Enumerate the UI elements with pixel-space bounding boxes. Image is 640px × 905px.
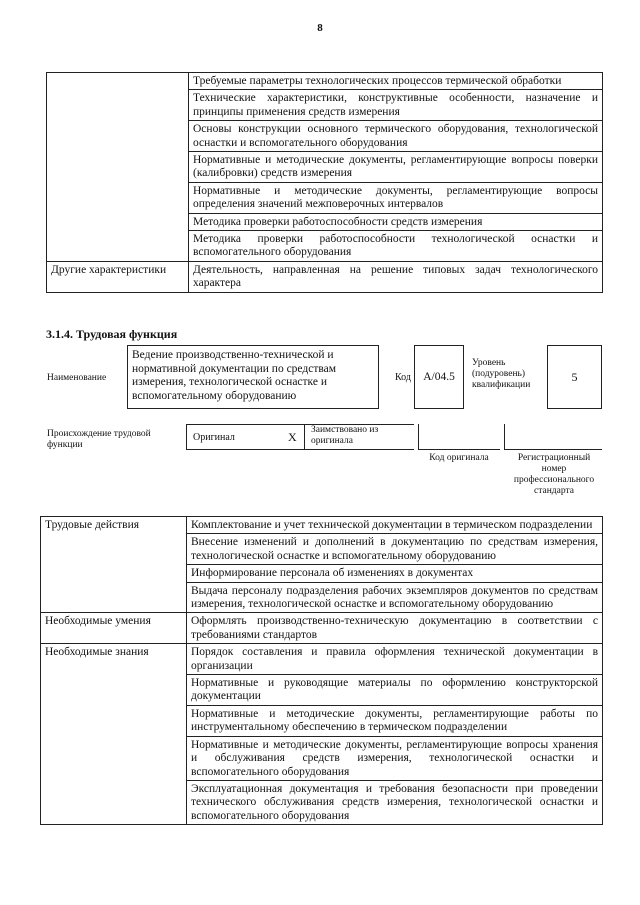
reg-number-cell [504,424,602,450]
table-row [47,73,603,90]
level-label: Уровень (подуровень) квалификации [472,358,531,390]
borrowed-label: Заимствовано из оригинала [311,425,379,446]
table-row [41,613,603,644]
row-text: Нормативные и методические документы, регламентирующие вопросы хранения и обслуживания средств измерения, технологической оснастки и вспомогательного оборудования [187,736,603,780]
row-text: Порядок составления и правила оформления технической документации в организации [187,644,603,675]
row-text: Технические характеристики, конструктивные особенности, назначение и принципы применения средств измерения [189,90,603,121]
row-text: Внесение изменений и дополнений в документацию по средствам измерения, технологической оснастке и вспомогательному оборудованию [187,534,603,565]
function-name-value: Ведение производственно-технической и нормативной документации по средствам измерения, технологической оснастке и вспомогательному оборудованию [127,345,379,409]
row-text: Методика проверки работоспособности технологической оснастки и вспомогательного оборудования [189,231,603,262]
row-text: Эксплуатационная документация и требования безопасности при проведении технического обслуживания средств измерения, технологической оснастки и вспомогательного оборудования [187,780,603,824]
row-label: Трудовые действия [41,517,187,613]
row-text: Нормативные и руководящие материалы по оформлению конструкторской документации [187,675,603,706]
name-label: Наименование [47,373,107,383]
row-text: Комплектование и учет технической документации в термическом подразделении [187,517,603,534]
table-row [41,644,603,675]
origin-label: Происхождение трудовой функции [47,429,151,450]
row-text: Оформлять производственно-техническую документацию в соответствии с требованиями стандартов [187,613,603,644]
page-number: 8 [317,22,323,34]
table-row [41,517,603,534]
level-value: 5 [547,345,602,409]
section-title: 3.1.4. Трудовая функция [46,327,178,341]
code-original-cell [418,424,500,450]
row-text: Нормативные и методические документы, регламентирующие вопросы поверки (калибровки) средств измерения [189,152,603,183]
row-text: Требуемые параметры технологических процессов термической обработки [189,73,603,90]
row-text: Информирование персонала об изменениях в документах [187,565,603,582]
row-text: Нормативные и методические документы, регламентирующие вопросы определения значений межповерочных интервалов [189,182,603,213]
row-label [47,73,189,262]
row-text: Основы конструкции основного термического оборудования, технологической оснастки и вспомогательного оборудования [189,121,603,152]
code-original-label: Код оригинала [429,453,489,463]
original-mark: X [288,430,297,444]
knowledge-table-continued [46,72,603,293]
row-label: Другие характеристики [47,261,189,292]
row-label: Необходимые умения [41,613,187,644]
row-text: Методика проверки работоспособности средств измерения [189,213,603,230]
row-text: Выдача персоналу подразделения рабочих экземпляров документов по средствам измерения, технологической оснастке и вспомогательному оборудованию [187,582,603,613]
original-label: Оригинал [193,432,235,443]
code-label: Код [395,372,411,383]
reg-number-label: Регистрационный номер профессионального стандарта [513,453,595,496]
row-text: Нормативные и методические документы, регламентирующие работы по инструментальному обеспечению в термическом подразделении [187,705,603,736]
table-row [47,261,603,292]
row-label: Необходимые знания [41,644,187,825]
row-text: Деятельность, направленная на решение типовых задач технологического характера [189,261,603,292]
labor-function-table [40,516,603,825]
code-value: A/04.5 [414,345,464,409]
